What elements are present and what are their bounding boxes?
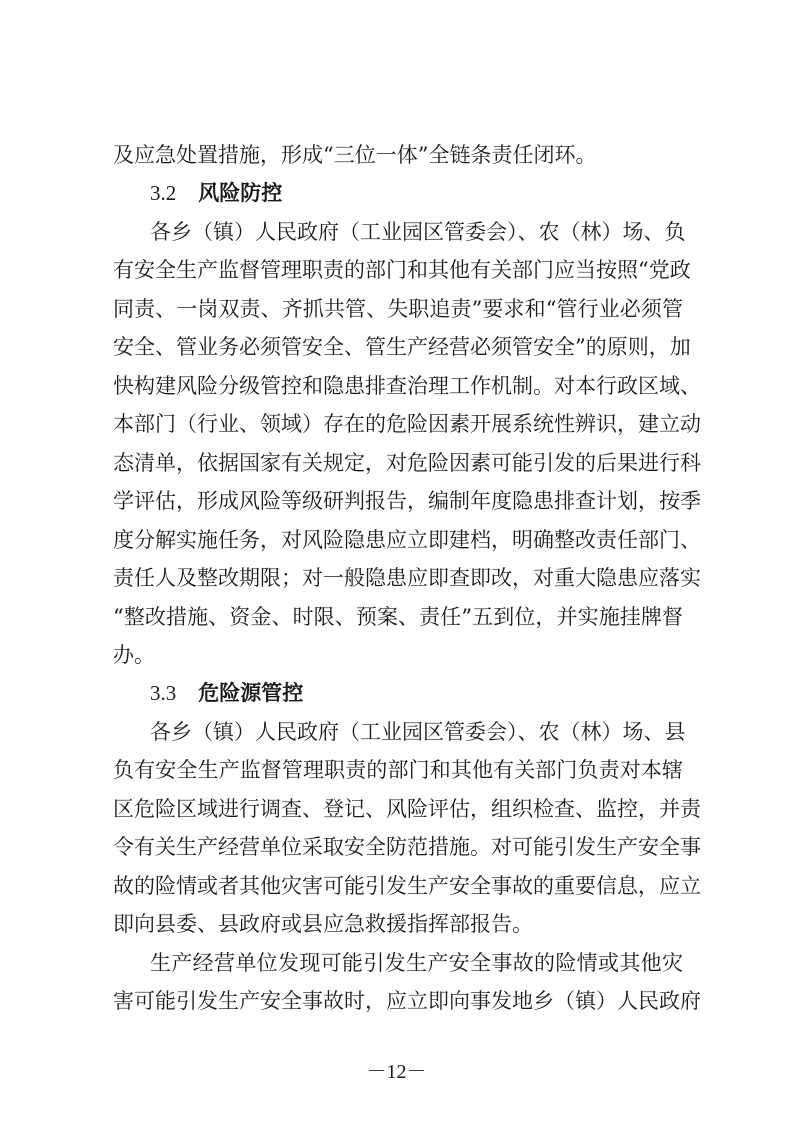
body-text-line: 害可能引发生产安全事故时，应立即向事发地乡（镇）人民政府 [113,989,701,1013]
body-text-line: 本部门（行业、领域）存在的危险因素开展系统性辨识，建立动 [113,412,701,436]
body-text-line: 责任人及整改期限；对一般隐患应即查即改，对重大隐患应落实 [113,566,701,590]
body-text-line: 学评估，形成风险等级研判报告，编制年度隐患排查计划，按季 [113,489,701,513]
body-text-line: 同责、一岗双责、齐抓共管、失职追责”要求和“管行业必须管 [113,297,683,321]
body-text-line: 令有关生产经营单位采取安全防范措施。对可能引发生产安全事 [113,835,701,859]
section-heading-3-2 [150,176,282,210]
section-number: 3.3 [150,681,177,705]
body-text-line: 安全、管业务必须管安全、管生产经营必须管安全”的原则，加 [113,335,691,359]
body-text-line: “整改措施、资金、时限、预案、责任”五到位，并实施挂牌督 [113,605,683,629]
body-text-line: 故的险情或者其他灾害可能引发生产安全事故的重要信息，应立 [113,874,701,898]
section-title: 危险源管控 [198,680,304,705]
body-text-line: 各乡（镇）人民政府（工业园区管委会）、农（林）场、负 [150,220,686,244]
body-text-line: 负有安全生产监督管理职责的部门和其他有关部门负责对本辖 [113,758,683,782]
body-text-line: 度分解实施任务，对风险隐患应立即建档，明确整改责任部门、 [113,528,701,552]
body-text-line: 区危险区域进行调查、登记、风险评估，组织检查、监控，并责 [113,797,701,821]
body-text-line: 态清单，依据国家有关规定，对危险因素可能引发的后果进行科 [113,451,701,475]
body-text-line: 各乡（镇）人民政府（工业园区管委会）、农（林）场、县 [150,720,686,744]
section-title: 风险防控 [198,180,283,205]
body-text-line: 生产经营单位发现可能引发生产安全事故的险情或其他灾 [150,951,683,975]
page-number: －12－ [366,1061,427,1083]
body-text-line: 办。 [113,643,155,667]
body-text-line: 有安全生产监督管理职责的部门和其他有关部门应当按照“党政 [113,258,691,282]
body-text-line: 快构建风险分级管控和隐患排查治理工作机制。对本行政区域、 [113,374,701,398]
body-text-line: 即向县委、县政府或县应急救援指挥部报告。 [113,912,533,936]
body-text-line: 及应急处置措施，形成“三位一体”全链条责任闭环。 [113,143,597,167]
section-number: 3.2 [150,181,177,205]
section-heading-3-3 [150,676,303,710]
